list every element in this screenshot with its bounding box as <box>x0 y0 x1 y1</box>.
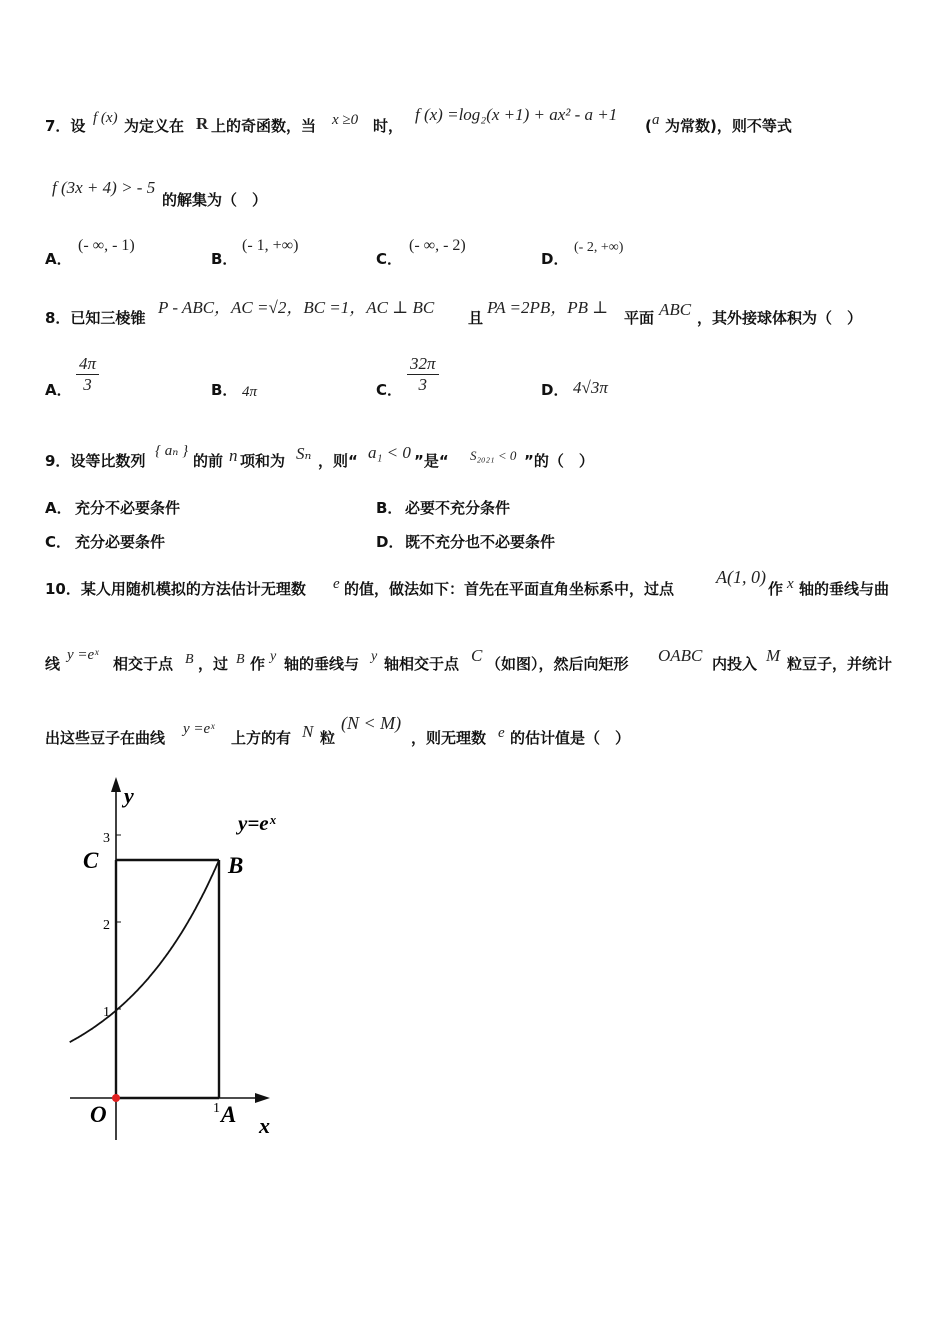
q10-line3-text-4: ，则无理数 <box>411 729 487 747</box>
origin-dot <box>112 1094 120 1102</box>
q7-option-b-value: (- 1, +∞) <box>242 237 299 254</box>
q9-text-1: 的前 <box>193 452 224 470</box>
y-tick-label-1: 1 <box>103 1005 110 1020</box>
point-b-label: B <box>228 853 244 878</box>
q10-line2-text-6: 轴相交于点 <box>384 655 460 673</box>
q10-point-a: A(1, 0) <box>716 567 766 587</box>
q8-expr-2: PA =2PB，PB ⊥ <box>487 298 609 317</box>
point-c-label: C <box>83 848 99 873</box>
point-o-label: O <box>90 1102 107 1127</box>
q10-line2-text-1: 线 <box>45 655 61 673</box>
q8-abc: ABC <box>659 300 692 319</box>
exp-curve-figure <box>60 770 310 1150</box>
q8-option-a-label: A． <box>45 381 72 399</box>
q10-line2-b1: B <box>185 652 194 667</box>
q10-line1-text-2: 的值，做法如下：首先在平面直角坐标系中，过点 <box>344 580 675 598</box>
q9-option-c-label: C． <box>45 533 72 551</box>
q8-expr-1: P - ABC，AC =√2，BC =1，AC ⊥ BC <box>158 298 435 317</box>
q7-option-a-value: (- ∞, - 1) <box>78 237 135 254</box>
q8-number: 8．已知三棱锥 <box>45 309 146 327</box>
y-axis-arrow <box>111 777 121 792</box>
q9-option-b-value: 必要不充分条件 <box>405 499 511 517</box>
q9-option-b-label: B． <box>376 499 403 517</box>
q10-line2-text-5: 轴的垂线与 <box>284 655 360 673</box>
x-axis-arrow <box>255 1093 270 1103</box>
q10-line1-text-3: 作 <box>768 580 784 598</box>
q10-line2-text-4: 作 <box>250 655 266 673</box>
q8-text-1: 且 <box>468 309 484 327</box>
q10-line2-oabc: OABC <box>658 646 703 665</box>
q10-line2-curve: y =eˣ <box>67 647 99 663</box>
q10-line3-e: e <box>498 725 505 741</box>
q10-line3-condition: (N < M) <box>341 713 402 733</box>
q10-line3-text-5: 的估计值是（ ） <box>510 729 631 747</box>
q10-line3-curve: y =eˣ <box>183 721 215 737</box>
q9-text-4: ”是“ <box>414 452 449 470</box>
q7-text-4: ( <box>645 117 652 135</box>
q7-fx: f (x) <box>93 110 118 126</box>
q10-line2-text-8: 内投入 <box>712 655 758 673</box>
q7-option-d-value: (- 2, +∞) <box>574 240 624 255</box>
q9-option-a-label: A． <box>45 499 72 517</box>
q9-condition-2: S₂₀₂₁ < 0 <box>470 448 517 463</box>
q8-option-b-label: B． <box>211 381 238 399</box>
q7-option-b-label: B． <box>211 250 238 268</box>
q10-line1-text-1: 10．某人用随机模拟的方法估计无理数 <box>45 580 306 598</box>
q8-option-c-label: C． <box>376 381 403 399</box>
q10-line1-x: x <box>787 576 794 592</box>
q9-option-a-value: 充分不必要条件 <box>75 499 181 517</box>
q8-option-d-label: D． <box>541 381 569 399</box>
q8-option-a-numerator: 4π <box>76 354 99 375</box>
q10-line1-e: e <box>333 576 340 592</box>
q10-line1-text-4: 轴的垂线与曲 <box>799 580 890 598</box>
q10-line2-y2: y <box>371 649 378 664</box>
q9-option-d-value: 既不充分也不必要条件 <box>405 533 556 551</box>
y-axis-label: y <box>124 783 134 808</box>
q9-sn: Sₙ <box>296 444 312 463</box>
q9-text-2: 项和为 <box>240 452 286 470</box>
q10-line2-text-2: 相交于点 <box>113 655 174 673</box>
q8-option-b-value: 4π <box>242 384 258 400</box>
q9-sequence: { aₙ } <box>155 443 189 459</box>
q8-option-a-denominator: 3 <box>83 375 92 394</box>
q8-option-c-numerator: 32π <box>407 354 439 375</box>
q10-line2-text-9: 粒豆子，并统计 <box>787 655 893 673</box>
q7-condition: x ≥0 <box>332 112 359 128</box>
q10-line2-text-3: ，过 <box>198 655 229 673</box>
q7-text-3: 时， <box>373 117 404 135</box>
curve-label: y=eˣ <box>238 811 276 835</box>
q9-option-c-value: 充分必要条件 <box>75 533 166 551</box>
q10-line3-text-1: 出这些豆子在曲线 <box>45 729 166 747</box>
q8-text-3: ，其外接球体积为（ ） <box>697 309 863 327</box>
y-tick-label-3: 3 <box>103 831 110 846</box>
q10-line3-text-3: 粒 <box>320 729 336 747</box>
q9-text-3: ，则“ <box>318 452 358 470</box>
q7-text-2: 上的奇函数，当 <box>211 117 317 135</box>
q8-option-c-fraction <box>407 354 439 395</box>
q7-option-a-label: A． <box>45 250 72 268</box>
q10-line2-c: C <box>471 646 483 665</box>
q9-text-5: ”的（ ） <box>524 452 594 470</box>
q8-text-2: 平面 <box>624 309 655 327</box>
q7-inequality: f (3x + 4) > - 5 <box>52 178 156 197</box>
q8-option-c-denominator: 3 <box>418 375 428 394</box>
q7-text-1: 为定义在 <box>124 117 185 135</box>
q9-n: n <box>229 446 238 465</box>
q7-text-5: 为常数)，则不等式 <box>665 117 792 135</box>
exp-curve <box>70 860 219 1042</box>
q7-option-c-label: C． <box>376 250 403 268</box>
q10-line2-b2: B <box>236 652 245 667</box>
q7-number: 7．设 <box>45 117 86 135</box>
q10-line2-m: M <box>766 646 781 665</box>
q10-line3-n: N <box>302 722 314 741</box>
y-tick-label-2: 2 <box>103 918 110 933</box>
q9-condition-1: a₁ < 0 <box>368 443 411 462</box>
q10-line2-y1: y <box>270 649 277 664</box>
q9-option-d-label: D． <box>376 533 404 551</box>
q7-option-c-value: (- ∞, - 2) <box>409 237 466 254</box>
q8-option-d-value: 4√3π <box>573 378 608 397</box>
x-axis-label: x <box>259 1113 270 1138</box>
point-a-label: A <box>221 1102 237 1127</box>
q7-a: a <box>652 112 660 128</box>
x-tick-label-1: 1 <box>213 1101 220 1116</box>
q7-text-6: 的解集为（ ） <box>162 191 268 209</box>
q10-line2-text-7: （如图），然后向矩形 <box>486 655 629 673</box>
q10-line3-text-2: 上方的有 <box>231 729 292 747</box>
q7-formula: f (x) =log₂(x +1) + ax² - a +1 <box>415 105 618 124</box>
q8-option-a-fraction <box>76 354 99 395</box>
q7-R: R <box>196 114 209 133</box>
q7-option-d-label: D． <box>541 250 569 268</box>
q9-number: 9．设等比数列 <box>45 452 146 470</box>
